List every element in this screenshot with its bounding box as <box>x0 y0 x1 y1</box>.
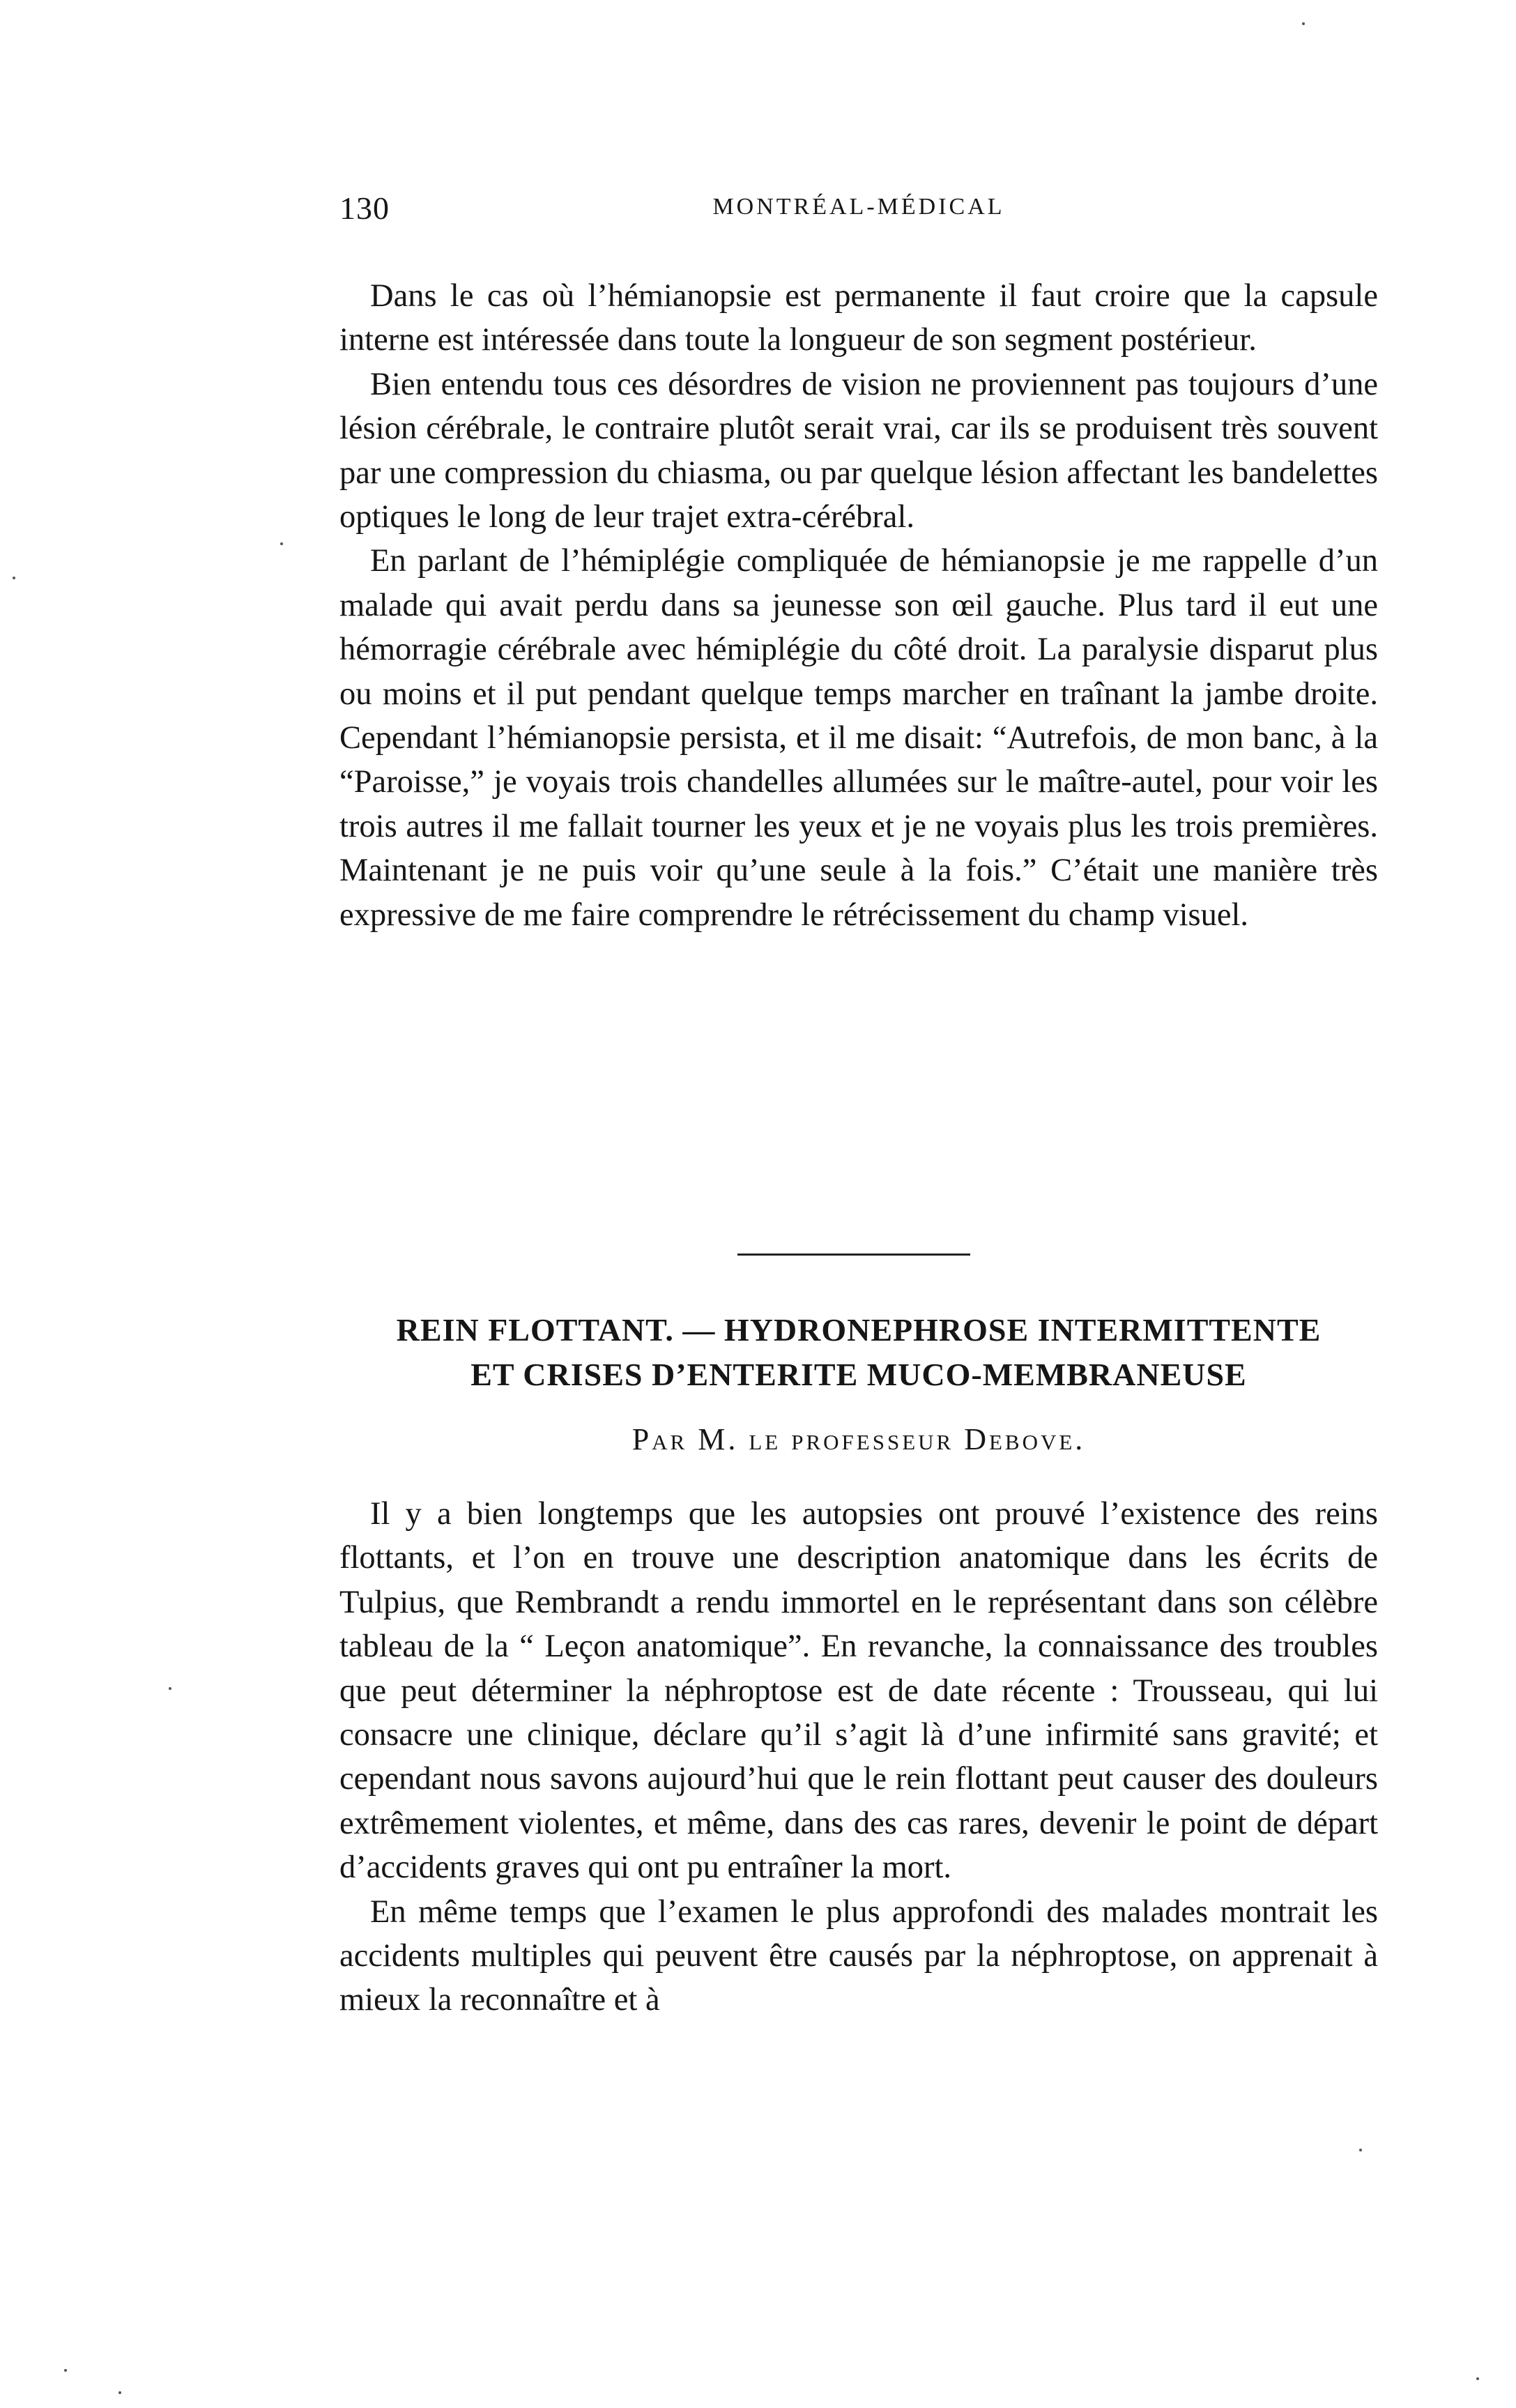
article-byline: Par M. le professeur Debove. <box>631 1422 1086 1456</box>
paper-speck <box>118 2391 121 2394</box>
article-title <box>339 1308 1378 1397</box>
page-number: 130 <box>339 190 390 226</box>
article-title-line: ET CRISES D’ENTERITE MUCO-MEMBRANEUSE <box>470 1357 1247 1392</box>
paper-speck <box>169 1687 171 1690</box>
section-continued-text <box>339 274 1378 937</box>
running-head <box>339 190 1378 231</box>
article-title-line: REIN FLOTTANT. — HYDRONEPHROSE INTERMITTENTE <box>396 1312 1322 1348</box>
paper-speck <box>1476 2377 1479 2380</box>
section-divider <box>737 1253 970 1256</box>
article-body <box>339 1492 1378 2022</box>
paper-speck <box>1302 22 1305 25</box>
paper-speck <box>1359 2149 1362 2151</box>
paper-speck <box>64 2369 67 2372</box>
paragraph: Bien entendu tous ces désordres de vision ne proviennent pas toujours d’une lésion cérébrale, le contraire plutôt serait vrai, car ils se produisent très souvent par une compression du chiasma, ou par quelque lésion affectant les bandelettes optiques le long de leur trajet extra-cérébral. <box>339 366 1378 535</box>
paragraph: Dans le cas où l’hémianopsie est permanente il faut croire que la capsule interne est intéressée dans toute la longueur de son segment postérieur. <box>339 278 1378 358</box>
paper-speck <box>13 577 15 579</box>
journal-title: MONTRÉAL-MÉDICAL <box>712 194 1005 220</box>
paragraph: En parlant de l’hémiplégie compliquée de hémianopsie je me rappelle d’un malade qui avait perdu dans sa jeunesse son œil gauche. Plus tard il eut une hémorragie cérébrale avec hémiplégie du côté droit. La paralysie disparut plus ou moins et il put pendant quelque temps marcher en traînant la jambe droite. Cependant l’hémianopsie persista, et il me disait: “Autrefois, de mon banc, à la “Paroisse,” je voyais trois chandelles allumées sur le maître-autel, pour voir les trois autres il me fallait tourner les yeux et je ne voyais plus les trois premières. Maintenant je ne puis voir qu’une seule à la fois.” C’était une manière très expressive de me faire comprendre le rétrécissement du champ visuel. <box>339 543 1378 933</box>
paragraph: En même temps que l’examen le plus approfondi des malades montrait les accidents multiples qui peuvent être causés par la néphroptose, on apprenait à mieux la reconnaître et à <box>339 1893 1378 2018</box>
paragraph: Il y a bien longtemps que les autopsies ont prouvé l’existence des reins flottants, et l’on en trouve une description anatomique dans les écrits de Tulpius, que Rembrandt a rendu immortel en le représentant dans son célèbre tableau de la “ Leçon anatomique”. En revanche, la connaissance des troubles que peut déterminer la néphroptose est de date récente : Trousseau, qui lui consacre une clinique, déclare qu’il s’agit là d’une infirmité sans gravité; et cependant nous savons aujourd’hui que le rein flottant peut causer des douleurs extrêmement violentes, et même, dans des cas rares, devenir le point de départ d’accidents graves qui ont pu entraîner la mort. <box>339 1496 1378 1886</box>
paper-speck <box>280 542 283 545</box>
